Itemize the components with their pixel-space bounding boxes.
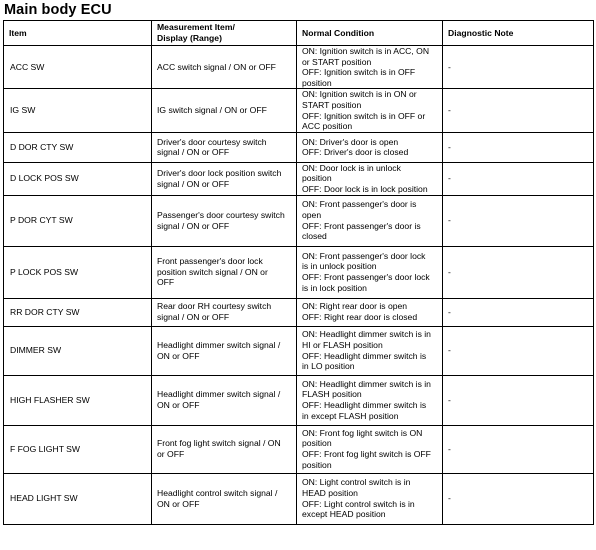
diagnostic-note-cell: -	[443, 246, 594, 298]
item-cell: ACC SW	[4, 46, 152, 89]
normal-condition-cell: ON: Driver's door is open OFF: Driver's door is closed	[297, 132, 443, 162]
measurement-cell: Headlight control switch signal / ON or OFF	[152, 473, 297, 524]
normal-condition-cell: ON: Light control switch is in HEAD position OFF: Light control switch is in except HEAD position	[297, 473, 443, 524]
diagnostic-note-cell: -	[443, 326, 594, 375]
item-cell: D DOR CTY SW	[4, 132, 152, 162]
diagnostic-note-cell: -	[443, 473, 594, 524]
diagnostic-note-cell: -	[443, 132, 594, 162]
normal-condition-cell: ON: Ignition switch is in ON or START position OFF: Ignition switch is in OFF or ACC position	[297, 89, 443, 132]
measurement-cell: Front passenger's door lock position switch signal / ON or OFF	[152, 246, 297, 298]
table-row	[4, 195, 594, 246]
normal-condition-cell: ON: Right rear door is open OFF: Right rear door is closed	[297, 298, 443, 326]
header-measurement: Measurement Item/ Display (Range)	[152, 21, 297, 46]
diagnostic-note-cell: -	[443, 46, 594, 89]
item-cell: P DOR CYT SW	[4, 195, 152, 246]
table-row	[4, 246, 594, 298]
table-row	[4, 326, 594, 375]
diagnostic-note-cell: -	[443, 298, 594, 326]
diagnostic-note-cell: -	[443, 375, 594, 425]
table-row	[4, 89, 594, 132]
table-row	[4, 425, 594, 473]
normal-condition-cell: ON: Ignition switch is in ACC, ON or START position OFF: Ignition switch is in OFF position	[297, 46, 443, 89]
item-cell: IG SW	[4, 89, 152, 132]
item-cell: F FOG LIGHT SW	[4, 425, 152, 473]
normal-condition-cell: ON: Door lock is in unlock position OFF: Door lock is in lock position	[297, 162, 443, 195]
measurement-cell: Driver's door lock position switch signal / ON or OFF	[152, 162, 297, 195]
table-header-row	[4, 21, 594, 46]
item-cell: RR DOR CTY SW	[4, 298, 152, 326]
measurement-cell: Headlight dimmer switch signal / ON or OFF	[152, 375, 297, 425]
diagnostic-note-cell: -	[443, 162, 594, 195]
measurement-cell: Headlight dimmer switch signal / ON or OFF	[152, 326, 297, 375]
table-row	[4, 132, 594, 162]
table-row	[4, 375, 594, 425]
item-cell: P LOCK POS SW	[4, 246, 152, 298]
diagnostic-note-cell: -	[443, 425, 594, 473]
measurement-cell: Driver's door courtesy switch signal / ON or OFF	[152, 132, 297, 162]
header-diagnostic-note: Diagnostic Note	[443, 21, 594, 46]
measurement-cell: Front fog light switch signal / ON or OFF	[152, 425, 297, 473]
normal-condition-cell: ON: Headlight dimmer switch is in FLASH position OFF: Headlight dimmer switch is in except FLASH position	[297, 375, 443, 425]
diagnostic-note-cell: -	[443, 89, 594, 132]
measurement-cell: IG switch signal / ON or OFF	[152, 89, 297, 132]
measurement-cell: Passenger's door courtesy switch signal / ON or OFF	[152, 195, 297, 246]
table-row	[4, 473, 594, 524]
table-row	[4, 298, 594, 326]
item-cell: D LOCK POS SW	[4, 162, 152, 195]
table-row	[4, 162, 594, 195]
normal-condition-cell: ON: Front passenger's door is open OFF: Front passenger's door is closed	[297, 195, 443, 246]
normal-condition-cell: ON: Front fog light switch is ON position OFF: Front fog light switch is OFF position	[297, 425, 443, 473]
ecu-data-table	[3, 20, 594, 525]
page-title: Main body ECU	[4, 2, 112, 18]
measurement-cell: Rear door RH courtesy switch signal / ON or OFF	[152, 298, 297, 326]
measurement-cell: ACC switch signal / ON or OFF	[152, 46, 297, 89]
item-cell: DIMMER SW	[4, 326, 152, 375]
item-cell: HIGH FLASHER SW	[4, 375, 152, 425]
table-row	[4, 46, 594, 89]
normal-condition-cell: ON: Headlight dimmer switch is in HI or FLASH position OFF: Headlight dimmer switch is in LO position	[297, 326, 443, 375]
diagnostic-note-cell: -	[443, 195, 594, 246]
header-item: Item	[4, 21, 152, 46]
item-cell: HEAD LIGHT SW	[4, 473, 152, 524]
normal-condition-cell: ON: Front passenger's door lock is in unlock position OFF: Front passenger's door lock is in lock position	[297, 246, 443, 298]
header-normal-condition: Normal Condition	[297, 21, 443, 46]
